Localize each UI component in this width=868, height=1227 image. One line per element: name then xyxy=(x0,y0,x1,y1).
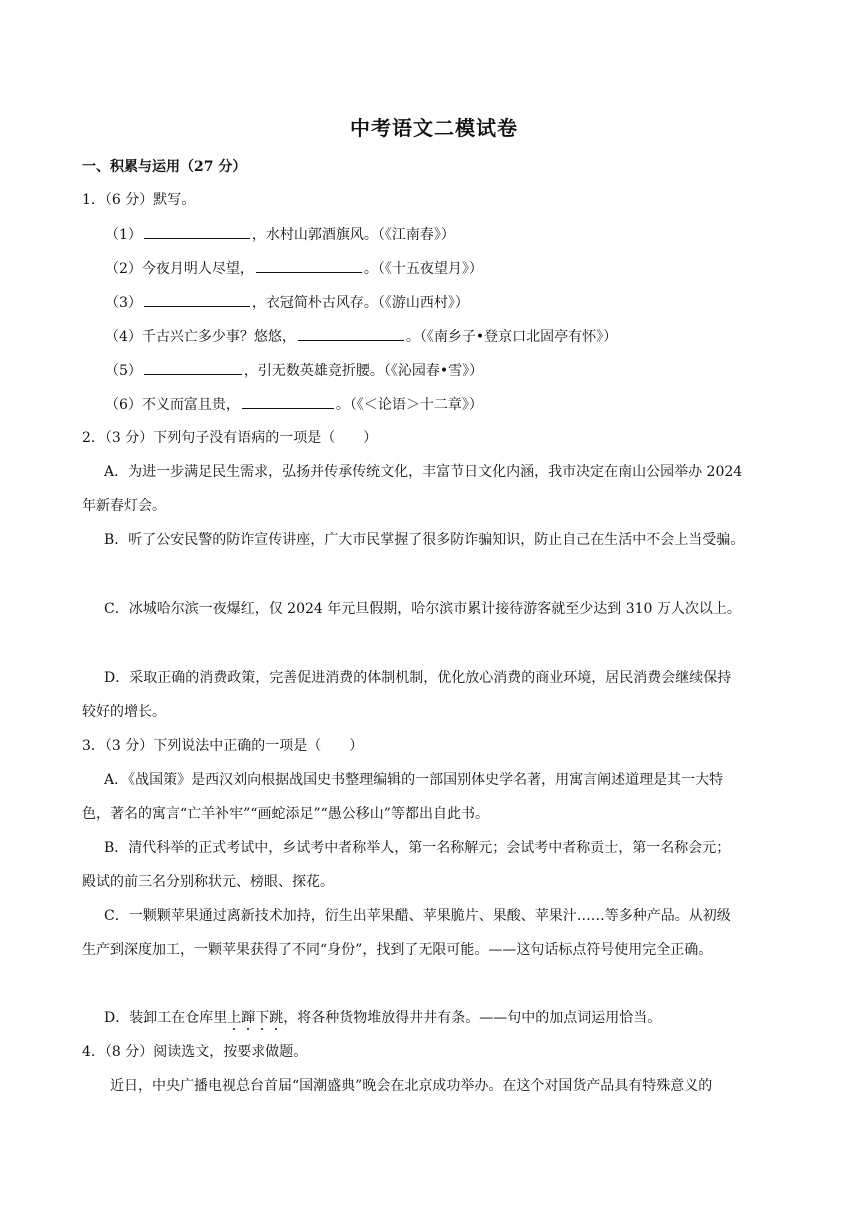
answer-blank[interactable] xyxy=(144,292,250,307)
q1-item-5 xyxy=(105,360,483,381)
q1-item-1-prefix: （1） xyxy=(105,227,142,243)
emphasis-dots xyxy=(227,1028,283,1032)
q3-option-d xyxy=(104,1008,661,1028)
question-3-stem: 3．（3 分）下列说法中正确的一项是（ ） xyxy=(82,738,364,754)
page-title: 中考语文二模试卷 xyxy=(350,116,518,140)
question-1-stem: 1．（6 分）默写。 xyxy=(82,192,196,208)
q3-option-a: A．《战国策》是西汉刘向根据战国史书整理编辑的一部国别体史学名著，用寓言阐述道理是其一大特 xyxy=(104,772,724,788)
answer-blank[interactable] xyxy=(144,224,250,239)
dotted-word-text: 上蹿下跳 xyxy=(227,1010,284,1026)
q1-item-2-prefix: （2）今夜月明人尽望， xyxy=(105,261,254,277)
q1-item-4-prefix: （4）千古兴亡多少事？悠悠， xyxy=(105,329,296,345)
question-4-stem: 4．（8 分）阅读选文，按要求做题。 xyxy=(82,1044,308,1060)
q1-item-4 xyxy=(105,326,617,347)
q1-item-1 xyxy=(105,224,455,245)
q1-item-4-text: 。（《南乡子•登京口北固亭有怀》） xyxy=(405,329,618,345)
q1-item-2 xyxy=(105,258,483,279)
q3-option-c-cont: 生产到深度加工，一颗苹果获得了不同“身份”，找到了无限可能。——这句话标点符号使用完全正确。 xyxy=(82,942,713,958)
q1-item-6 xyxy=(105,394,483,415)
q1-item-6-prefix: （6）不义而富且贵， xyxy=(105,397,240,413)
dotted-word xyxy=(227,1008,283,1028)
q4-passage-line: 近日，中央广播电视总台首届“国潮盛典”晚会在北京成功举办。在这个对国货产品具有特殊意义的 xyxy=(110,1078,713,1094)
q1-item-5-prefix: （5） xyxy=(105,363,142,379)
q1-item-3-text: ，衣冠简朴古风存。（《游山西村》） xyxy=(251,295,469,311)
answer-blank[interactable] xyxy=(242,394,334,409)
q2-option-a-cont: 年新春灯会。 xyxy=(82,498,166,514)
q2-option-a: A．为进一步满足民生需求，弘扬并传承传统文化，丰富节日文化内涵，我市决定在南山公园举办 2024 xyxy=(104,464,743,480)
q3-option-d-text: ，将各种货物堆放得井井有条。——句中的加点词运用恰当。 xyxy=(283,1010,662,1026)
q1-item-1-text: ，水村山郭酒旗风。（《江南春》） xyxy=(251,227,455,243)
q1-item-3-prefix: （3） xyxy=(105,295,142,311)
q3-option-c: C．一颗颗苹果通过离新技术加持，衍生出苹果醋、苹果脆片、果酸、苹果汁……等多种产品。从初级 xyxy=(104,908,731,924)
answer-blank[interactable] xyxy=(144,360,242,375)
question-2-stem: 2．（3 分）下列句子没有语病的一项是（ ） xyxy=(82,430,378,446)
section-heading: 一、积累与运用（27 分） xyxy=(82,159,247,175)
q2-option-c: C．冰城哈尔滨一夜爆红，仅 2024 年元旦假期，哈尔滨市累计接待游客就至少达到 310 万人次以上。 xyxy=(104,601,741,617)
q2-option-d: D．采取正确的消费政策，完善促进消费的体制机制，优化放心消费的商业环境，居民消费会继续保持 xyxy=(104,670,732,686)
answer-blank[interactable] xyxy=(256,258,362,273)
q3-option-d-prefix: D．装卸工在仓库里 xyxy=(104,1010,228,1026)
q3-option-b-cont: 殿试的前三名分别称状元、榜眼、探花。 xyxy=(82,874,334,890)
q2-option-d-cont: 较好的增长。 xyxy=(82,704,166,720)
q3-option-a-cont: 色，著名的寓言“亡羊补牢”“画蛇添足”“愚公移山”等都出自此书。 xyxy=(82,806,489,822)
q1-item-5-text: ，引无数英雄竞折腰。（《沁园春•雪》） xyxy=(243,363,484,379)
q2-option-b: B．听了公安民警的防诈宣传讲座，广大市民掌握了很多防诈骗知识，防止自己在生活中不会上当受骗。 xyxy=(104,532,745,548)
answer-blank[interactable] xyxy=(298,326,404,341)
q1-item-6-text: 。（《＜论语＞十二章》） xyxy=(335,397,483,413)
q1-item-2-text: 。（《十五夜望月》） xyxy=(363,261,483,277)
q3-option-b: B．清代科举的正式考试中，乡试考中者称举人，第一名称解元；会试考中者称贡士，第一名称会元； xyxy=(104,840,731,856)
q1-item-3 xyxy=(105,292,469,313)
